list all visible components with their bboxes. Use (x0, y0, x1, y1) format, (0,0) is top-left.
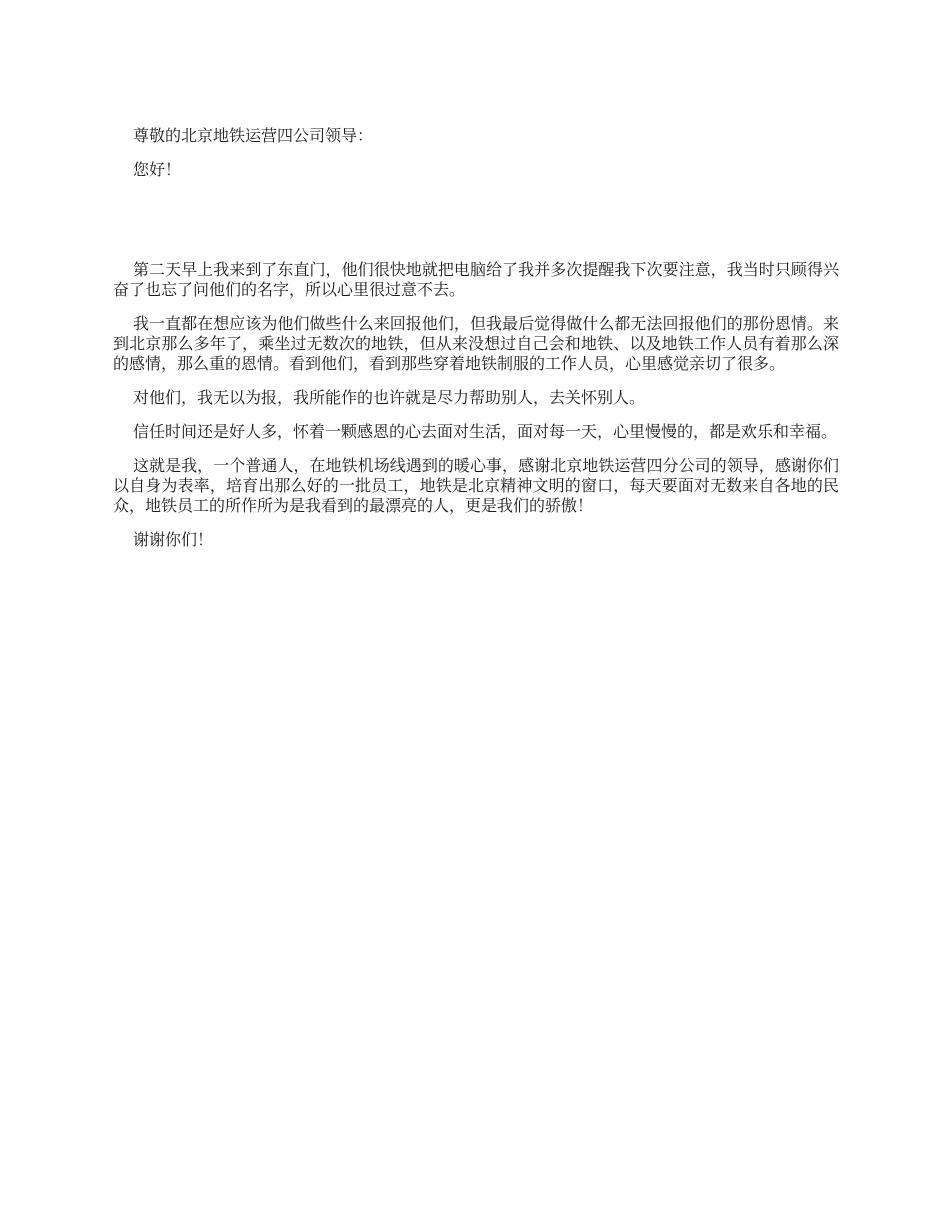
body-paragraph: 第二天早上我来到了东直门，他们很快地就把电脑给了我并多次提醒我下次要注意，我当时只顾得兴奋了也忘了问他们的名字，所以心里很过意不去。 (113, 260, 839, 299)
body-paragraph: 这就是我，一个普通人，在地铁机场线遇到的暖心事，感谢北京地铁运营四分公司的领导，感谢你们以自身为表率，培育出那么好的一批员工，地铁是北京精神文明的窗口，每天要面对无数来自各地的民众，地铁员工的所作所为是我看到的最漂亮的人，更是我们的骄傲！ (113, 456, 839, 515)
letter-document (113, 126, 839, 564)
greeting: 您好！ (133, 160, 182, 179)
body-paragraph: 信任时间还是好人多，怀着一颗感恩的心去面对生活，面对每一天，心里慢慢的，都是欢乐和幸福。 (133, 422, 838, 441)
body-paragraph: 对他们，我无以为报，我所能作的也许就是尽力帮助别人，去关怀别人。 (133, 388, 646, 407)
body-paragraph: 我一直都在想应该为他们做些什么来回报他们，但我最后觉得做什么都无法回报他们的那份恩情。来到北京那么多年了，乘坐过无数次的地铁，但从来没想过自己会和地铁、以及地铁工作人员有着那么深的感情，那么重的恩情。看到他们，看到那些穿着地铁制服的工作人员，心里感觉亲切了很多。 (113, 314, 839, 373)
salutation: 尊敬的北京地铁运营四公司领导： (133, 126, 374, 145)
closing: 谢谢你们！ (133, 530, 214, 549)
